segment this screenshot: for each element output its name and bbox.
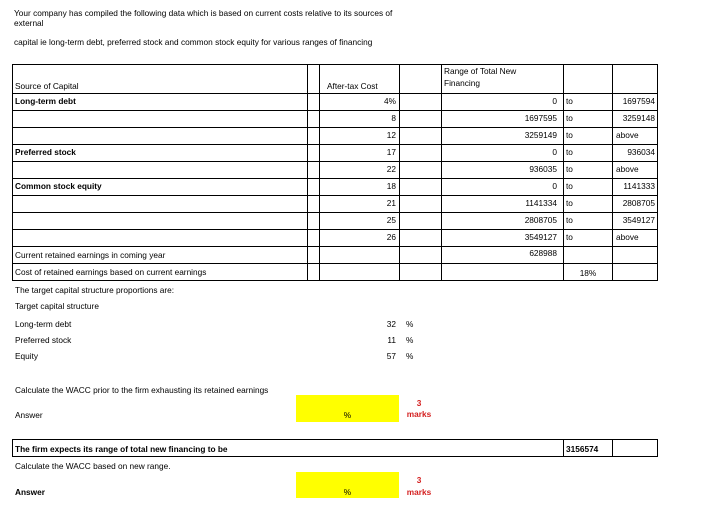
row-from: 0 bbox=[552, 181, 557, 191]
row-cost: 8 bbox=[391, 113, 396, 123]
row-to: to bbox=[566, 215, 573, 225]
row-upper: 1697594 bbox=[622, 96, 655, 106]
row-upper: above bbox=[616, 130, 639, 140]
structure-label: Long-term debt bbox=[15, 319, 72, 329]
row-to: to bbox=[566, 130, 573, 140]
row-to: to bbox=[566, 113, 573, 123]
q1-unit: % bbox=[343, 410, 352, 420]
range-value: 3156574 bbox=[566, 444, 599, 454]
structure-line-1: The target capital structure proportions are: bbox=[15, 285, 175, 295]
row-to: to bbox=[566, 232, 573, 242]
row-source: Long-term debt bbox=[15, 96, 76, 106]
row-cost: 22 bbox=[386, 164, 396, 174]
row-upper: above bbox=[616, 164, 639, 174]
q1-answer-label: Answer bbox=[15, 410, 43, 420]
intro-line-2: external bbox=[14, 18, 44, 28]
header-cost: After-tax Cost bbox=[327, 81, 378, 91]
q2-answer-input[interactable] bbox=[296, 472, 399, 498]
retained-earnings-value: 628988 bbox=[529, 248, 557, 258]
row-to: to bbox=[566, 181, 573, 191]
intro-line-3: capital ie long-term debt, preferred stock and common stock equity for various ranges of financing bbox=[14, 37, 373, 47]
q2-marks-label: marks bbox=[406, 487, 432, 497]
structure-value: 57 bbox=[386, 351, 396, 361]
q2-marks-num: 3 bbox=[416, 475, 422, 485]
row-cost: 12 bbox=[386, 130, 396, 140]
row-from: 3259149 bbox=[524, 130, 557, 140]
range-label: The firm expects its range of total new financing to be bbox=[15, 444, 228, 454]
row-source: Preferred stock bbox=[15, 147, 76, 157]
q1-prompt: Calculate the WACC prior to the firm exhausting its retained earnings bbox=[15, 385, 269, 395]
row-from: 3549127 bbox=[524, 232, 557, 242]
structure-label: Preferred stock bbox=[15, 335, 72, 345]
row-cost: 18 bbox=[386, 181, 396, 191]
q1-marks-num: 3 bbox=[416, 398, 422, 408]
row-to: to bbox=[566, 147, 573, 157]
row-from: 0 bbox=[552, 147, 557, 157]
cost-retained-value: 18% bbox=[579, 268, 597, 278]
structure-value: 32 bbox=[386, 319, 396, 329]
header-range-1: Range of Total New bbox=[444, 66, 517, 76]
row-cost: 17 bbox=[386, 147, 396, 157]
row-cost: 26 bbox=[386, 232, 396, 242]
q2-unit: % bbox=[343, 487, 352, 497]
row-from: 936035 bbox=[529, 164, 557, 174]
structure-unit: % bbox=[406, 351, 414, 361]
retained-earnings-label: Current retained earnings in coming year bbox=[15, 250, 166, 260]
row-upper: 3549127 bbox=[622, 215, 655, 225]
row-from: 1141334 bbox=[525, 198, 557, 208]
header-source: Source of Capital bbox=[15, 81, 79, 91]
row-upper: 2808705 bbox=[622, 198, 655, 208]
row-upper: above bbox=[616, 232, 639, 242]
structure-value: 11 bbox=[387, 335, 396, 345]
row-cost: 21 bbox=[386, 198, 396, 208]
q2-answer-label: Answer bbox=[15, 487, 45, 497]
q2-prompt: Calculate the WACC based on new range. bbox=[15, 461, 171, 471]
row-from: 1697595 bbox=[524, 113, 557, 123]
structure-line-2: Target capital structure bbox=[15, 301, 99, 311]
row-to: to bbox=[566, 198, 573, 208]
row-upper: 936034 bbox=[627, 147, 655, 157]
row-from: 0 bbox=[552, 96, 557, 106]
row-upper: 1141333 bbox=[623, 181, 655, 191]
row-upper: 3259148 bbox=[622, 113, 655, 123]
row-cost: 4% bbox=[384, 96, 396, 106]
q1-marks-label: marks bbox=[406, 409, 432, 419]
cost-retained-label: Cost of retained earnings based on current earnings bbox=[15, 267, 207, 277]
structure-unit: % bbox=[406, 319, 414, 329]
row-source: Common stock equity bbox=[15, 181, 102, 191]
header-range-2: Financing bbox=[444, 78, 480, 88]
structure-label: Equity bbox=[15, 351, 39, 361]
row-to: to bbox=[566, 164, 573, 174]
row-from: 2808705 bbox=[524, 215, 557, 225]
row-to: to bbox=[566, 96, 573, 106]
q1-answer-input[interactable] bbox=[296, 395, 399, 422]
intro-line-1: Your company has compiled the following data which is based on current costs relative to its sources of bbox=[14, 8, 393, 18]
structure-unit: % bbox=[406, 335, 414, 345]
row-cost: 25 bbox=[386, 215, 396, 225]
